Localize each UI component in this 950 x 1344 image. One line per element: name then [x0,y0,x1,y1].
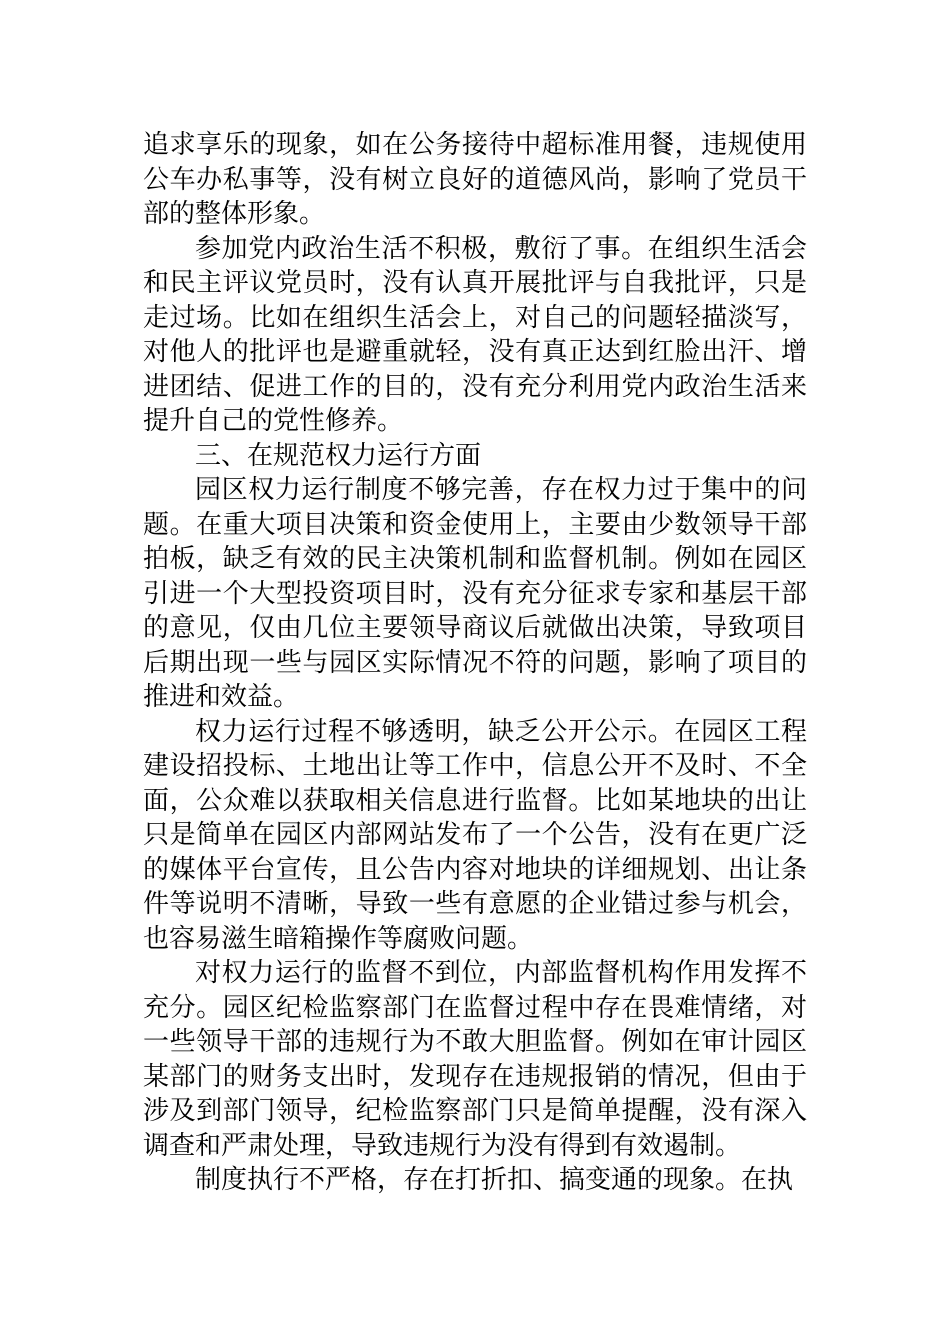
document-page [143,128,807,1198]
section-heading: 三、在规范权力运行方面 [195,440,482,471]
paragraph-transparency: 权力运行过程不够透明，缺乏公开公示。在园区工程建设招投标、土地出让等工作中，信息公开不及时、不全面，公众难以获取相关信息进行监督。比如某地块的出让只是简单在园区内部网站发布了一个公告，没有在更广泛的媒体平台宣传，且公告内容对地块的详细规划、出让条件等说明不清晰，导致一些有意愿的企业错过参与机会，也容易滋生暗箱操作等腐败问题。 [143,716,807,954]
paragraph-party-life: 参加党内政治生活不积极，敷衍了事。在组织生活会和民主评议党员时，没有认真开展批评与自我批评，只是走过场。比如在组织生活会上，对自己的问题轻描淡写，对他人的批评也是避重就轻，没有真正达到红脸出汗、增进团结、促进工作的目的，没有充分利用党内政治生活来提升自己的党性修养。 [143,233,807,436]
paragraph-power-system: 园区权力运行制度不够完善，存在权力过于集中的问题。在重大项目决策和资金使用上，主要由少数领导干部拍板，缺乏有效的民主决策机制和监督机制。例如在园区引进一个大型投资项目时，没有充分征求专家和基层干部的意见，仅由几位主要领导商议后就做出决策，导致项目后期出现一些与园区实际情况不符的问题，影响了项目的推进和效益。 [143,475,807,712]
paragraph-enforcement: 制度执行不严格，存在打折扣、搞变通的现象。在执 [195,1165,794,1195]
paragraph-supervision: 对权力运行的监督不到位，内部监督机构作用发挥不充分。园区纪检监察部门在监督过程中存在畏难情绪，对一些领导干部的违规行为不敢大胆监督。例如在审计园区某部门的财务支出时，发现存在违规报销的情况，但由于涉及到部门领导，纪检监察部门只是简单提醒，没有深入调查和严肃处理，导致违规行为没有得到有效遏制。 [143,958,807,1161]
paragraph-continuation: 追求享乐的现象，如在公务接待中超标准用餐，违规使用公车办私事等，没有树立良好的道德风尚，影响了党员干部的整体形象。 [143,130,807,229]
